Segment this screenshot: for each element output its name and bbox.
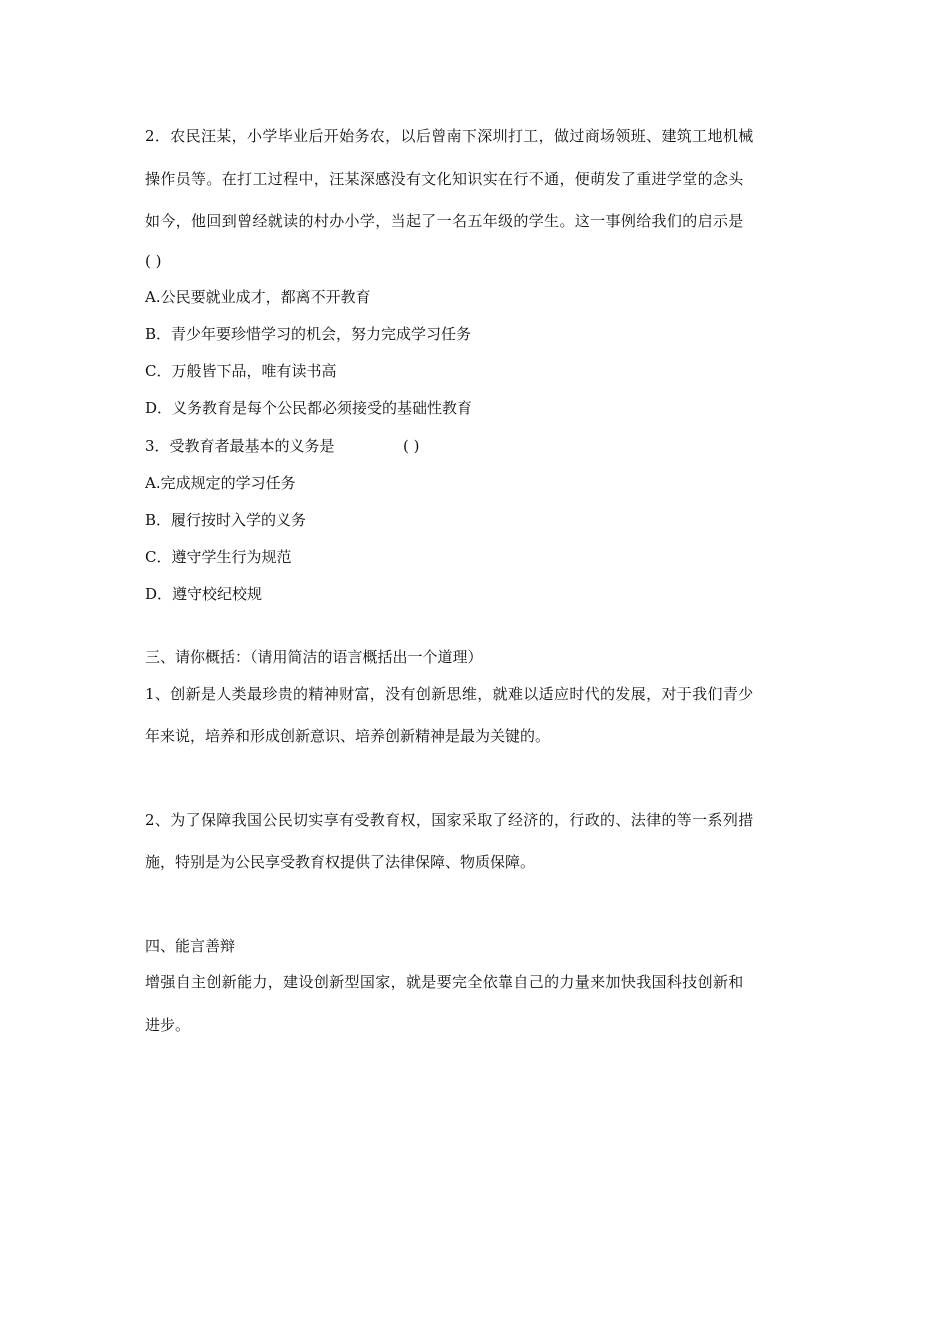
q2-stem-line-2: 操作员等。在打工过程中，汪某深感没有文化知识实在行不通，便萌发了重进学堂的念头	[145, 170, 744, 188]
section-4-line-2: 进步。	[145, 1016, 191, 1034]
q2-option-c: C．万般皆下品，唯有读书高	[145, 362, 337, 380]
q2-option-b: B．青少年要珍惜学习的机会，努力完成学习任务	[145, 325, 472, 343]
section-3-item-1-line-2: 年来说，培养和形成创新意识、培养创新精神是最为关键的。	[145, 727, 551, 745]
section-3-item-1-line-1: 1、创新是人类最珍贵的精神财富，没有创新思维，就难以适应时代的发展，对于我们青少	[145, 685, 754, 703]
section-3-item-2-line-2: 施，特别是为公民享受教育权提供了法律保障、物质保障。	[145, 853, 536, 871]
q3-stem: 3．受教育者最基本的义务是	[145, 437, 335, 455]
q3-option-b: B．履行按时入学的义务	[145, 511, 307, 529]
q3-option-c: C．遵守学生行为规范	[145, 548, 292, 566]
q3-option-d: D．遵守校纪校规	[145, 585, 263, 603]
section-4-heading: 四、能言善辩	[145, 937, 236, 955]
q3-answer-blank: ( )	[403, 437, 420, 455]
q3-option-a: A.完成规定的学习任务	[145, 474, 296, 492]
q2-option-d: D．义务教育是每个公民都必须接受的基础性教育	[145, 399, 473, 417]
section-3-heading: 三、请你概括：（请用简洁的语言概括出一个道理）	[145, 648, 483, 666]
q2-option-a: A.公民要就业成才，都离不开教育	[145, 288, 371, 306]
q2-stem-line-3: 如今，他回到曾经就读的村办小学，当起了一名五年级的学生。这一事例给我们的启示是	[145, 212, 744, 230]
section-4-line-1: 增强自主创新能力，建设创新型国家，就是要完全依靠自己的力量来加快我国科技创新和	[145, 973, 744, 991]
q2-stem-line-1: 2．农民汪某，小学毕业后开始务农，以后曾南下深圳打工，做过商场领班、建筑工地机械	[145, 127, 754, 145]
q2-answer-blank: ( )	[145, 252, 162, 270]
section-3-item-2-line-1: 2、为了保障我国公民切实享有受教育权，国家采取了经济的，行政的、法律的等一系列措	[145, 811, 754, 829]
